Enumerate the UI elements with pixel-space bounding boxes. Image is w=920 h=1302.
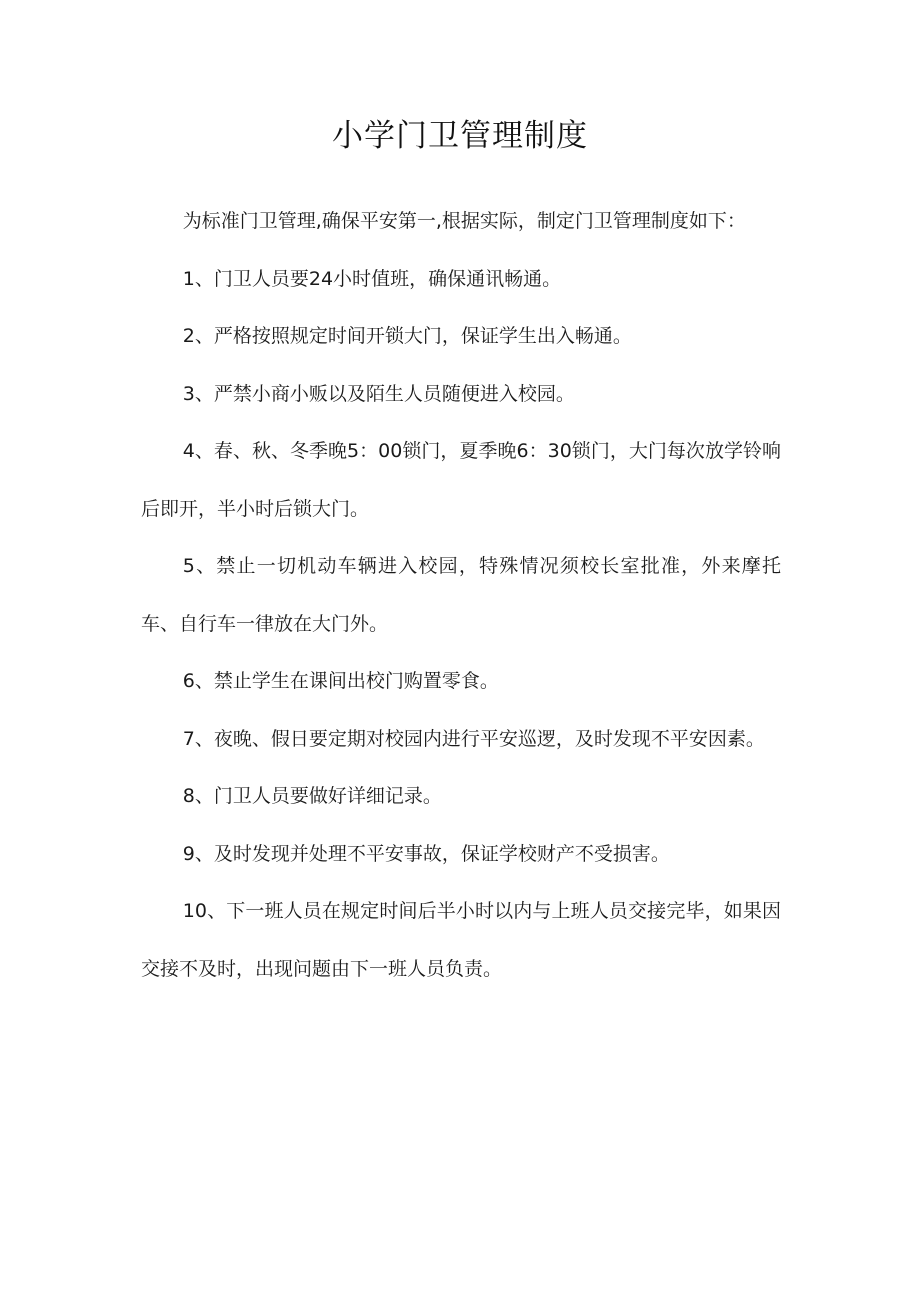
document-body <box>141 193 781 998</box>
rule-item-2: 2、严格按照规定时间开锁大门，保证学生出入畅通。 <box>182 325 632 347</box>
rule-item-8: 8、门卫人员要做好详细记录。 <box>182 785 442 807</box>
rule-item-1: 1、门卫人员要24小时值班，确保通讯畅通。 <box>182 267 562 290</box>
rule-item-9: 9、及时发现并处理不平安事故，保证学校财产不受损害。 <box>182 842 670 865</box>
rule-item-7: 7、夜晚、假日要定期对校园内进行平安巡逻，及时发现不平安因素。 <box>182 727 765 750</box>
rule-item-6: 6、禁止学生在课间出校门购置零食。 <box>182 670 499 692</box>
rule-item-4: 4、春、秋、冬季晚5：00锁门，夏季晚6：30锁门，大门每次放学铃响后即开，半小时后锁大门。 <box>141 440 781 520</box>
intro-paragraph: 为标准门卫管理,确保平安第一,根据实际，制定门卫管理制度如下： <box>182 210 746 232</box>
rule-item-5: 5、禁止一切机动车辆进入校园，特殊情况须校长室批准，外来摩托车、自行车一律放在大门外。 <box>141 555 781 635</box>
document-title: 小学门卫管理制度 <box>332 118 588 154</box>
rule-item-10: 10、下一班人员在规定时间后半小时以内与上班人员交接完毕，如果因交接不及时，出现问题由下一班人员负责。 <box>141 900 781 980</box>
rule-item-3: 3、严禁小商小贩以及陌生人员随便进入校园。 <box>182 382 575 405</box>
